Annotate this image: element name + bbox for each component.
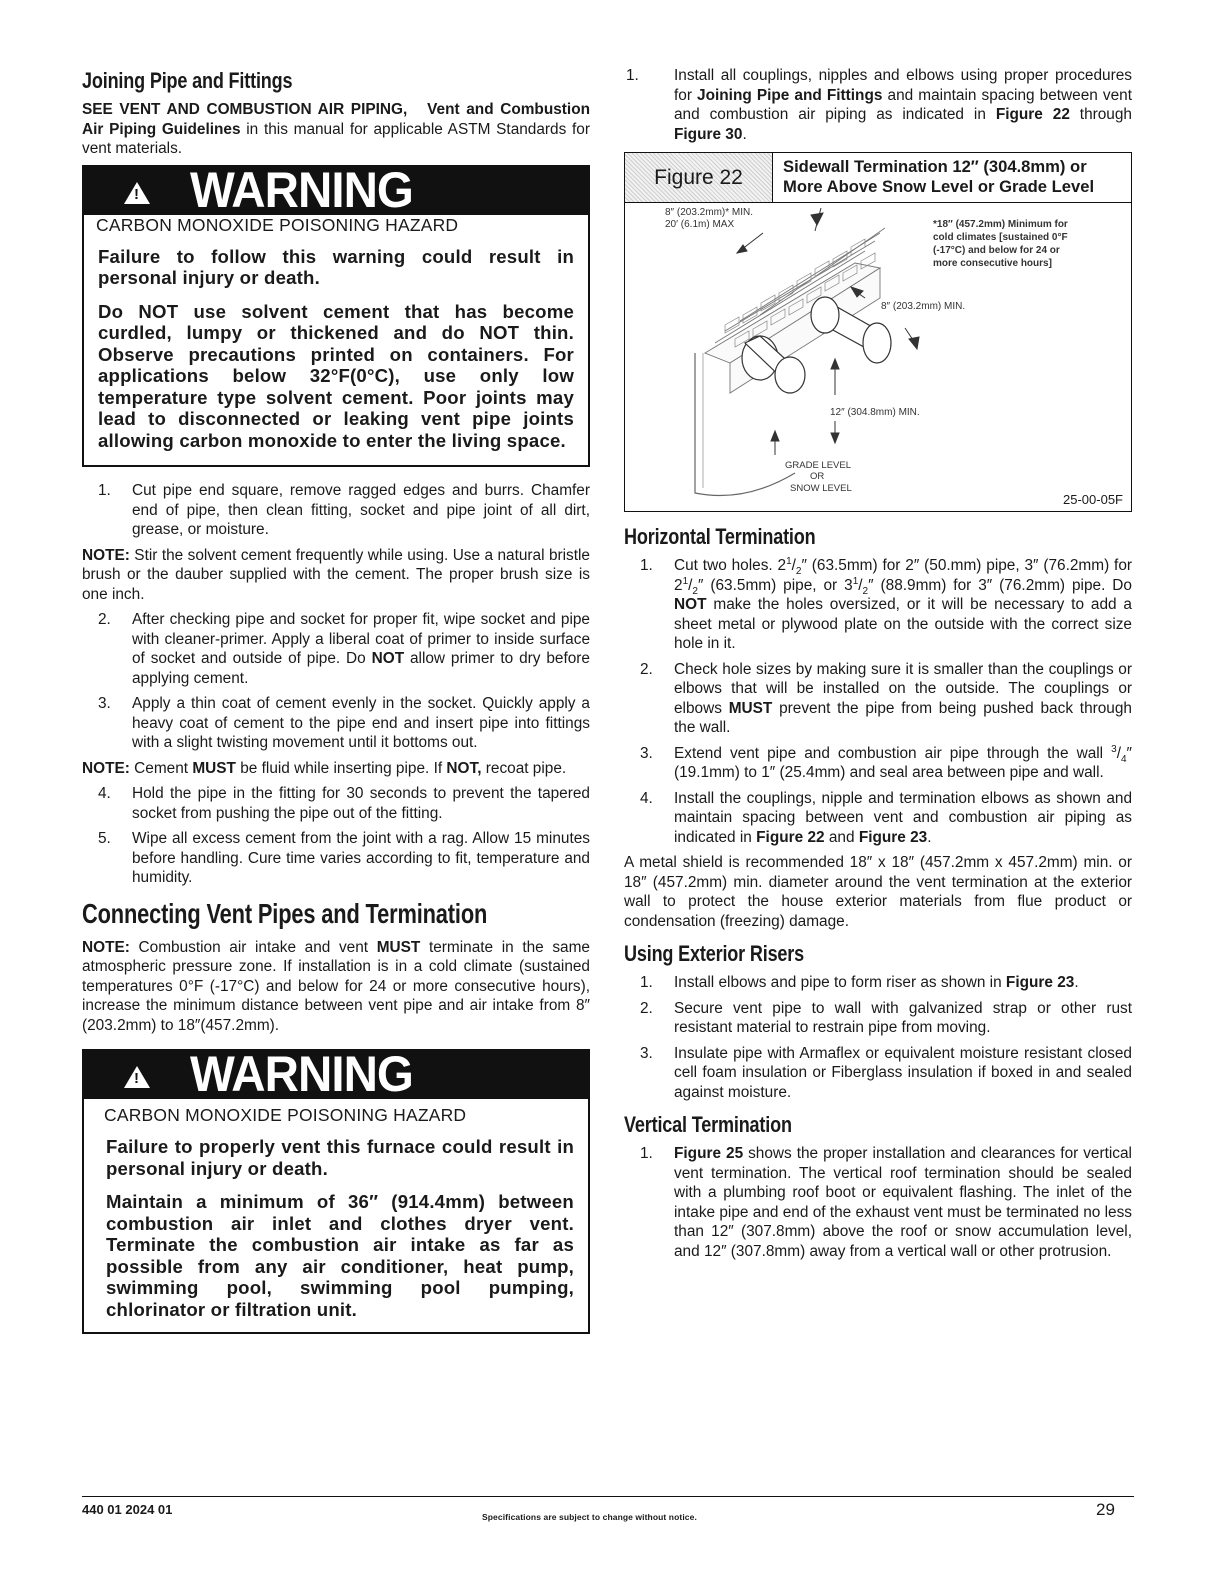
footer-notice: Specifications are subject to change without notice. (482, 1512, 697, 1522)
warning-word: WARNING (190, 1046, 413, 1102)
intro-list (624, 66, 1132, 144)
warning-text-1: Failure to follow this warning could result in personal injury or death. (98, 245, 574, 288)
warning-text-1: Failure to properly vent this furnace could result in personal injury or death. (106, 1136, 574, 1179)
figure-22 (624, 152, 1132, 512)
dim-label-8in-min: 8″ (203.2mm)* MIN. (665, 207, 754, 218)
list-item: 1. Figure 25 shows the proper installation and clearances for vertical vent termination. The vertical roof termination should be sealed with a plumbing roof boot or equivalent flashing. The inlet of the intake pipe and end of the exhaust vent must be terminated no less than 12″ (307.8mm) above the roof or snow accumulation level, and 12″ (307.8mm) away from a vertical wall or other protrusion. (640, 1145, 1132, 1260)
left-column (82, 66, 590, 1348)
list-item: 1. Cut two holes. $2^1/_2''$ (63.5mm) for 2″ (50.mm) pipe, 3″ (76.2mm) for $2^1/_2''$ (63.5mm) pipe, or $3^1/_2''$ (88.9mm) for 3″ (76.2mm) pipe. Do NOT make the holes oversized, or it will be necessary to add a sheet metal or plywood plate on the outside with the correct size hole in it. (640, 555, 1132, 652)
list-item: 3. Apply a thin coat of cement evenly in the socket. Quickly apply a heavy coat of cement to the pipe end and insert pipe into fittings with a slight twisting movement until it bottoms out. (98, 695, 590, 751)
figure-title: Sidewall Termination 12″ (304.8mm) or More Above Snow Level or Grade Level (783, 157, 1095, 196)
figure-code: 25-00-05F (1063, 492, 1123, 507)
list-item: 3. Insulate pipe with Armaflex or equivalent moisture resistant closed cell foam insulation or Fiberglass insulation if boxed in and sealed against moisture. (640, 1044, 1132, 1101)
grade-level-label: GRADE LEVEL (785, 460, 851, 471)
cold-climate-note-4: more consecutive hours] (933, 258, 1052, 269)
section-title-risers: Using Exterior Risers (624, 941, 805, 966)
dim-label-20ft-max: 20′ (6.1m) MAX (665, 219, 735, 230)
section-title-vertical: Vertical Termination (624, 1112, 792, 1137)
right-column (624, 66, 1132, 1267)
see-vent-bold-2: Vent and Combustion Air Piping Guidelines (82, 101, 590, 138)
horizontal-steps (624, 556, 1132, 847)
list-item: 2. Secure vent pipe to wall with galvanized strap or other rust resistant material to restrain pipe from moving. (640, 999, 1132, 1036)
section-title-horizontal: Horizontal Termination (624, 524, 816, 549)
list-item: 4. Install the couplings, nipple and termination elbows as shown and maintain spacing between vent and combustion air piping as indicated in Figure 22 and Figure 23. (640, 789, 1132, 846)
section-title-connecting: Connecting Vent Pipes and Termination (82, 897, 488, 929)
see-vent-bold: SEE VENT AND COMBUSTION AIR PIPING, (82, 101, 408, 118)
sidewall-termination-diagram (625, 203, 1130, 509)
warning-hazard-title: CARBON MONOXIDE POISONING HAZARD (104, 1105, 467, 1125)
see-vent-paragraph (82, 100, 590, 159)
list-item: 3. Extend vent pipe and combustion air pipe through the wall $^3/_4''$ (19.1mm) to 1″ (25.4mm) and seal area between pipe and wall. (640, 743, 1132, 781)
warning-word: WARNING (190, 161, 413, 218)
page-number: 29 (1096, 1500, 1115, 1519)
note-paragraph: NOTE: Cement MUST be fluid while inserting pipe. If NOT, recoat pipe. (82, 759, 567, 777)
vertical-steps (624, 1144, 1132, 1261)
warning-text-2: Do NOT use solvent cement that has become curdled, lumpy or thickened and do NOT thin. Observe precautions printed on containers. For applications below 32°F(0°C), use only low temperature type solvent cement. Poor joints may lead to disconnected or leaking vent pipe joints allowing carbon monoxide to enter the living space. (98, 300, 574, 451)
list-item: 5. Wipe all excess cement from the joint with a rag. Allow 15 minutes before handling. Cure time varies according to fit, temperature and humidity. (98, 830, 590, 886)
steps-list-1 (82, 481, 590, 540)
snow-level-label: SNOW LEVEL (790, 483, 852, 494)
dim-label-12in-min: 12″ (304.8mm) MIN. (830, 407, 920, 418)
cold-climate-note-3: (-17°C) and below for 24 or (933, 245, 1060, 256)
warning-hazard-title: CARBON MONOXIDE POISONING HAZARD (96, 214, 459, 235)
warning-banner (84, 1046, 588, 1102)
list-item: 2. After checking pipe and socket for proper fit, wipe socket and pipe with cleaner-primer. Apply a liberal coat of primer to inside surface of socket and outside of pipe. Do NOT allow primer to dry before applying cement. (98, 611, 590, 687)
steps-list-2 (82, 610, 590, 753)
document-number: 440 01 2024 01 (82, 1502, 173, 1517)
note-paragraph: NOTE: Stir the solvent cement frequently while using. Use a natural bristle brush or the dauber supplied with the cement. The proper brush size is one inch. (82, 546, 590, 603)
list-item: 1. Cut pipe end square, remove ragged edges and burrs. Chamfer end of pipe, then clean fitting, socket and pipe joint of all dirt, grease, or moisture. (98, 482, 590, 538)
steps-list-3 (82, 784, 590, 888)
warning-box-2 (82, 1046, 590, 1334)
dim-label-8in-spacing: 8″ (203.2mm) MIN. (881, 301, 966, 312)
metal-shield-paragraph: A metal shield is recommended 18″ x 18″ (457.2mm x 457.2mm) min. or 18″ (457.2mm) min. diameter around the vent termination at the exterior wall to protect the house exterior materials from flue product or condensation (freezing) damage. (624, 854, 1132, 930)
grade-or-label: OR (810, 471, 825, 482)
see-vent-rest: in this manual for applicable ASTM Standards for vent materials. (82, 120, 590, 157)
warning-triangle-icon (124, 1066, 150, 1088)
warning-text-2: Maintain a minimum of 36″ (914.4mm) between combustion air inlet and clothes dryer vent. Terminate the combustion air intake as far as possible from any air conditioner, heat pump, swimming pool, swimming pool pumping, chlorinator or filtration unit. (106, 1191, 574, 1320)
risers-steps (624, 973, 1132, 1102)
figure-label: Figure 22 (625, 153, 773, 202)
list-item: 4. Hold the pipe in the fitting for 30 seconds to prevent the tapered socket from pushing the pipe out of the fitting. (98, 785, 590, 822)
list-item: 2. Check hole sizes by making sure it is smaller than the couplings or elbows that will be installed on the outside. The couplings or elbows MUST prevent the pipe from being pushed back through the wall. (640, 660, 1132, 736)
section-title-joining: Joining Pipe and Fittings (82, 68, 293, 93)
note-paragraph: NOTE: Combustion air intake and vent MUST terminate in the same atmospheric pressure zone. If installation is in a cold climate (sustained temperatures 0°F (-17°C) and below for 24 or more consecutive hours), increase the minimum distance between vent pipe and air intake from 8″ (203.2mm) to 18″(457.2mm). (82, 938, 590, 1034)
warning-banner (84, 161, 588, 218)
list-item: 1. Install all couplings, nipples and elbows using proper procedures for Joining Pipe and Fittings and maintain spacing between vent and combustion air piping as indicated in Figure 22 through Figure 30. (626, 67, 1132, 143)
warning-box-1 (82, 161, 590, 468)
cold-climate-note-2: cold climates [sustained 0°F (933, 232, 1068, 243)
cold-climate-note-1: *18″ (457.2mm) Minimum for (933, 219, 1068, 230)
warning-triangle-icon (124, 182, 150, 204)
list-item: 1. Install elbows and pipe to form riser as shown in Figure 23. (640, 974, 1079, 991)
footer-rule (82, 1496, 1134, 1497)
